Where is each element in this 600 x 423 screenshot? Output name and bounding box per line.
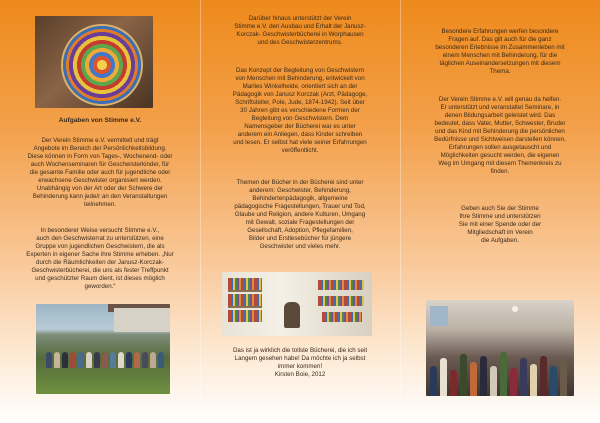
text-line: durch die Räumlichkeiten der Janusz-Korczak- — [36, 259, 164, 266]
text-line: Darüber hinaus unterstützt der Verein — [248, 15, 352, 22]
text-line: und das Kind mit Behinderung die persönlichen — [435, 128, 565, 135]
text-line: Möglichkeiten gesucht werden, die eigenen — [440, 152, 560, 159]
reading-child — [284, 302, 300, 328]
group-photo — [36, 304, 170, 394]
text-line: Der Verein Stimme e.V. vermittelt und trägt — [41, 137, 159, 144]
text-line: Weg im Umgang mit diesem Themenkreis zu — [438, 160, 562, 167]
text-line: Bedürfnisse und Sichtweisen darstellen können. — [434, 136, 566, 143]
library-photo — [222, 272, 372, 336]
text-line: Ihre Stimme und unterstützen — [459, 213, 541, 220]
text-line: finden. — [490, 168, 510, 175]
person — [78, 352, 84, 368]
text-line: Angebote im Bereich der Persönlichkeitsbildung. — [33, 145, 167, 152]
person — [470, 362, 477, 396]
bookshelf — [322, 312, 362, 322]
text-line: Thema. — [489, 68, 511, 75]
person — [142, 352, 148, 368]
person — [440, 358, 447, 396]
text-line: Experten in eigener Sache ihre Stimme erheben. „Nur — [26, 251, 174, 258]
mandala-artwork — [63, 26, 141, 104]
text-line: Mitgliedschaft im Verein — [467, 229, 533, 236]
text-line: teilnehmen. — [84, 201, 116, 208]
bookshelf — [228, 294, 262, 306]
person — [102, 352, 108, 368]
text-line: geworden.“ — [84, 283, 116, 290]
text-line: veröffentlicht. — [281, 147, 319, 154]
text-line: Pädagogik von Janusz Korczak (Arzt, Pädagoge, — [232, 91, 368, 98]
mandala-photo — [35, 16, 153, 108]
quote-author: Kirsten Boie, 2012 — [274, 371, 326, 378]
person — [134, 352, 140, 368]
text-line: und des Geschwisterzentrums. — [257, 39, 343, 46]
text-line: auch den Geschwisterrat zu unterstützen, eine — [36, 235, 164, 242]
text-line: die Aufgaben. — [481, 237, 519, 244]
person — [158, 352, 164, 368]
text-line: Gruppe von jugendlichen Geschwistern, die als — [35, 243, 165, 250]
text-line: Namensgeber der Bücherei war es unter — [244, 123, 356, 130]
person — [62, 352, 68, 368]
person — [126, 352, 132, 368]
text-line: Fragen auf. Das gilt auch für die ganz — [448, 36, 552, 43]
text-line: pädagogische Fragestellungen, Trauer und Tod, — [234, 203, 366, 210]
person — [560, 360, 567, 396]
text-line: Korczak- Geschwisterbücherei in Worphausen — [236, 31, 364, 38]
person — [118, 352, 124, 368]
person — [86, 352, 92, 368]
text-line: Geschwisterbücherei, die uns als fester Treffpunkt — [31, 267, 169, 274]
window — [430, 306, 448, 326]
text-line: Gesellschaft, Adoption, Pflegefamilien, — [247, 227, 353, 234]
section-heading: Aufgaben von Stimme e.V. — [58, 117, 142, 124]
person — [450, 370, 457, 396]
bookshelf — [318, 296, 364, 306]
text-line: Behindertenpädagogik, allgemeine — [252, 195, 348, 202]
person — [520, 358, 527, 396]
text-line: Erfahrungen sollen ausgetauscht und — [448, 144, 552, 151]
event-photo — [426, 300, 574, 396]
text-line: mit Gewalt, soziale Fragestellungen der — [245, 219, 355, 226]
text-line: besonderen Erlebnisse im Zusammenleben mit — [435, 44, 565, 51]
bookshelf — [228, 278, 262, 290]
house — [114, 308, 170, 332]
person — [500, 352, 507, 396]
person — [430, 366, 437, 396]
shelf-board — [228, 306, 262, 308]
text-line: einem Menschen mit Behinderung, für die — [442, 52, 558, 59]
text-line: Diese können in Form von Tages-, Wochenend- oder — [27, 153, 173, 160]
text-line: In besonderer Weise versucht Stimme e.V., — [40, 227, 160, 234]
person — [510, 368, 517, 396]
text-line: Schriftsteller, Pole, Jude, 1874-1942). Seit über — [235, 99, 365, 106]
bookshelf — [228, 310, 262, 322]
person — [150, 352, 156, 368]
quote-line: immer kommen! — [277, 363, 323, 370]
person — [550, 366, 557, 396]
text-line: Besondere Erfahrungen werfen besondere — [441, 28, 559, 35]
bookshelf — [318, 280, 364, 290]
text-line: Er unterstützt und veranstaltet Seminare, in — [440, 104, 560, 111]
text-line: und geschützter Raum dient, ist dieses möglich — [35, 275, 165, 282]
text-line: Themen der Bücher in der Bücherei sind unter — [236, 179, 364, 186]
person — [530, 364, 537, 396]
person — [70, 352, 76, 368]
text-line: Marlies Winkelheide, orientiert sich an der — [242, 83, 358, 90]
text-line: Das Konzept der Begleitung von Geschwistern — [236, 67, 364, 74]
text-line: Sie mit einer Spende oder der — [458, 221, 542, 228]
text-line: denen Bildungsarbeit geleistet wird. Das — [444, 112, 556, 119]
column-right — [400, 0, 600, 423]
text-line: Begleitung von Geschwistern. Dem — [251, 115, 349, 122]
person — [540, 356, 547, 396]
text-line: Geschwister und vieles mehr. — [259, 243, 341, 250]
column-middle — [200, 0, 400, 423]
person — [480, 356, 487, 396]
text-line: 30 Jahren gibt es verschiedene Formen der — [240, 107, 360, 114]
shelf-board — [228, 290, 262, 292]
person — [460, 354, 467, 396]
text-line: bedeutet, dass Vater, Mutter, Schwester, Bruder — [434, 120, 566, 127]
ceiling-lamp — [512, 306, 518, 312]
text-line: und lesen. Er selbst hat viele seiner Erfahrungen — [233, 139, 367, 146]
text-line: Der Verein Stimme e.V. will genau da helfen. — [438, 96, 562, 103]
person — [46, 352, 52, 368]
quote-line: Das ist ja wirklich die tollste Bücherei, die ich seit — [232, 347, 368, 354]
text-line: Glaube und Religion, andere Kulturen, Umgang — [234, 211, 366, 218]
text-line: anderem: Geschwister, Behinderung, — [249, 187, 351, 194]
text-line: Bilder und Erstlesebücher für jüngere — [248, 235, 352, 242]
text-line: Behinderung kann jede/r an den Veranstaltungen — [32, 193, 168, 200]
person — [54, 352, 60, 368]
text-line: Geben auch Sie der Stimme — [461, 205, 539, 212]
text-line: anderem ein Anliegen, dass Kinder schreiben — [237, 131, 363, 138]
text-line: Stimme e.V. den Ausbau und Erhalt der Janusz- — [234, 23, 366, 30]
person — [110, 352, 116, 368]
person — [94, 352, 100, 368]
quote-line: Langem gesehen habe! Da möchte ich ja selbst — [234, 355, 366, 362]
text-line: Unabhängig von der Art oder der Schwere der — [36, 185, 164, 192]
text-line: erwachsene Geschwister organisiert werden. — [38, 177, 162, 184]
person — [490, 366, 497, 396]
text-line: auch Wochenseminaren für Geschwisterkinder, für — [30, 161, 170, 168]
text-line: die gesamte Familie oder auch für jugendliche oder — [29, 169, 171, 176]
text-line: von Menschen mit Behinderung, entwickelt von — [235, 75, 365, 82]
column-left — [0, 0, 200, 423]
text-line: täglichen Auseinandersetzungen mit diesem — [439, 60, 561, 67]
